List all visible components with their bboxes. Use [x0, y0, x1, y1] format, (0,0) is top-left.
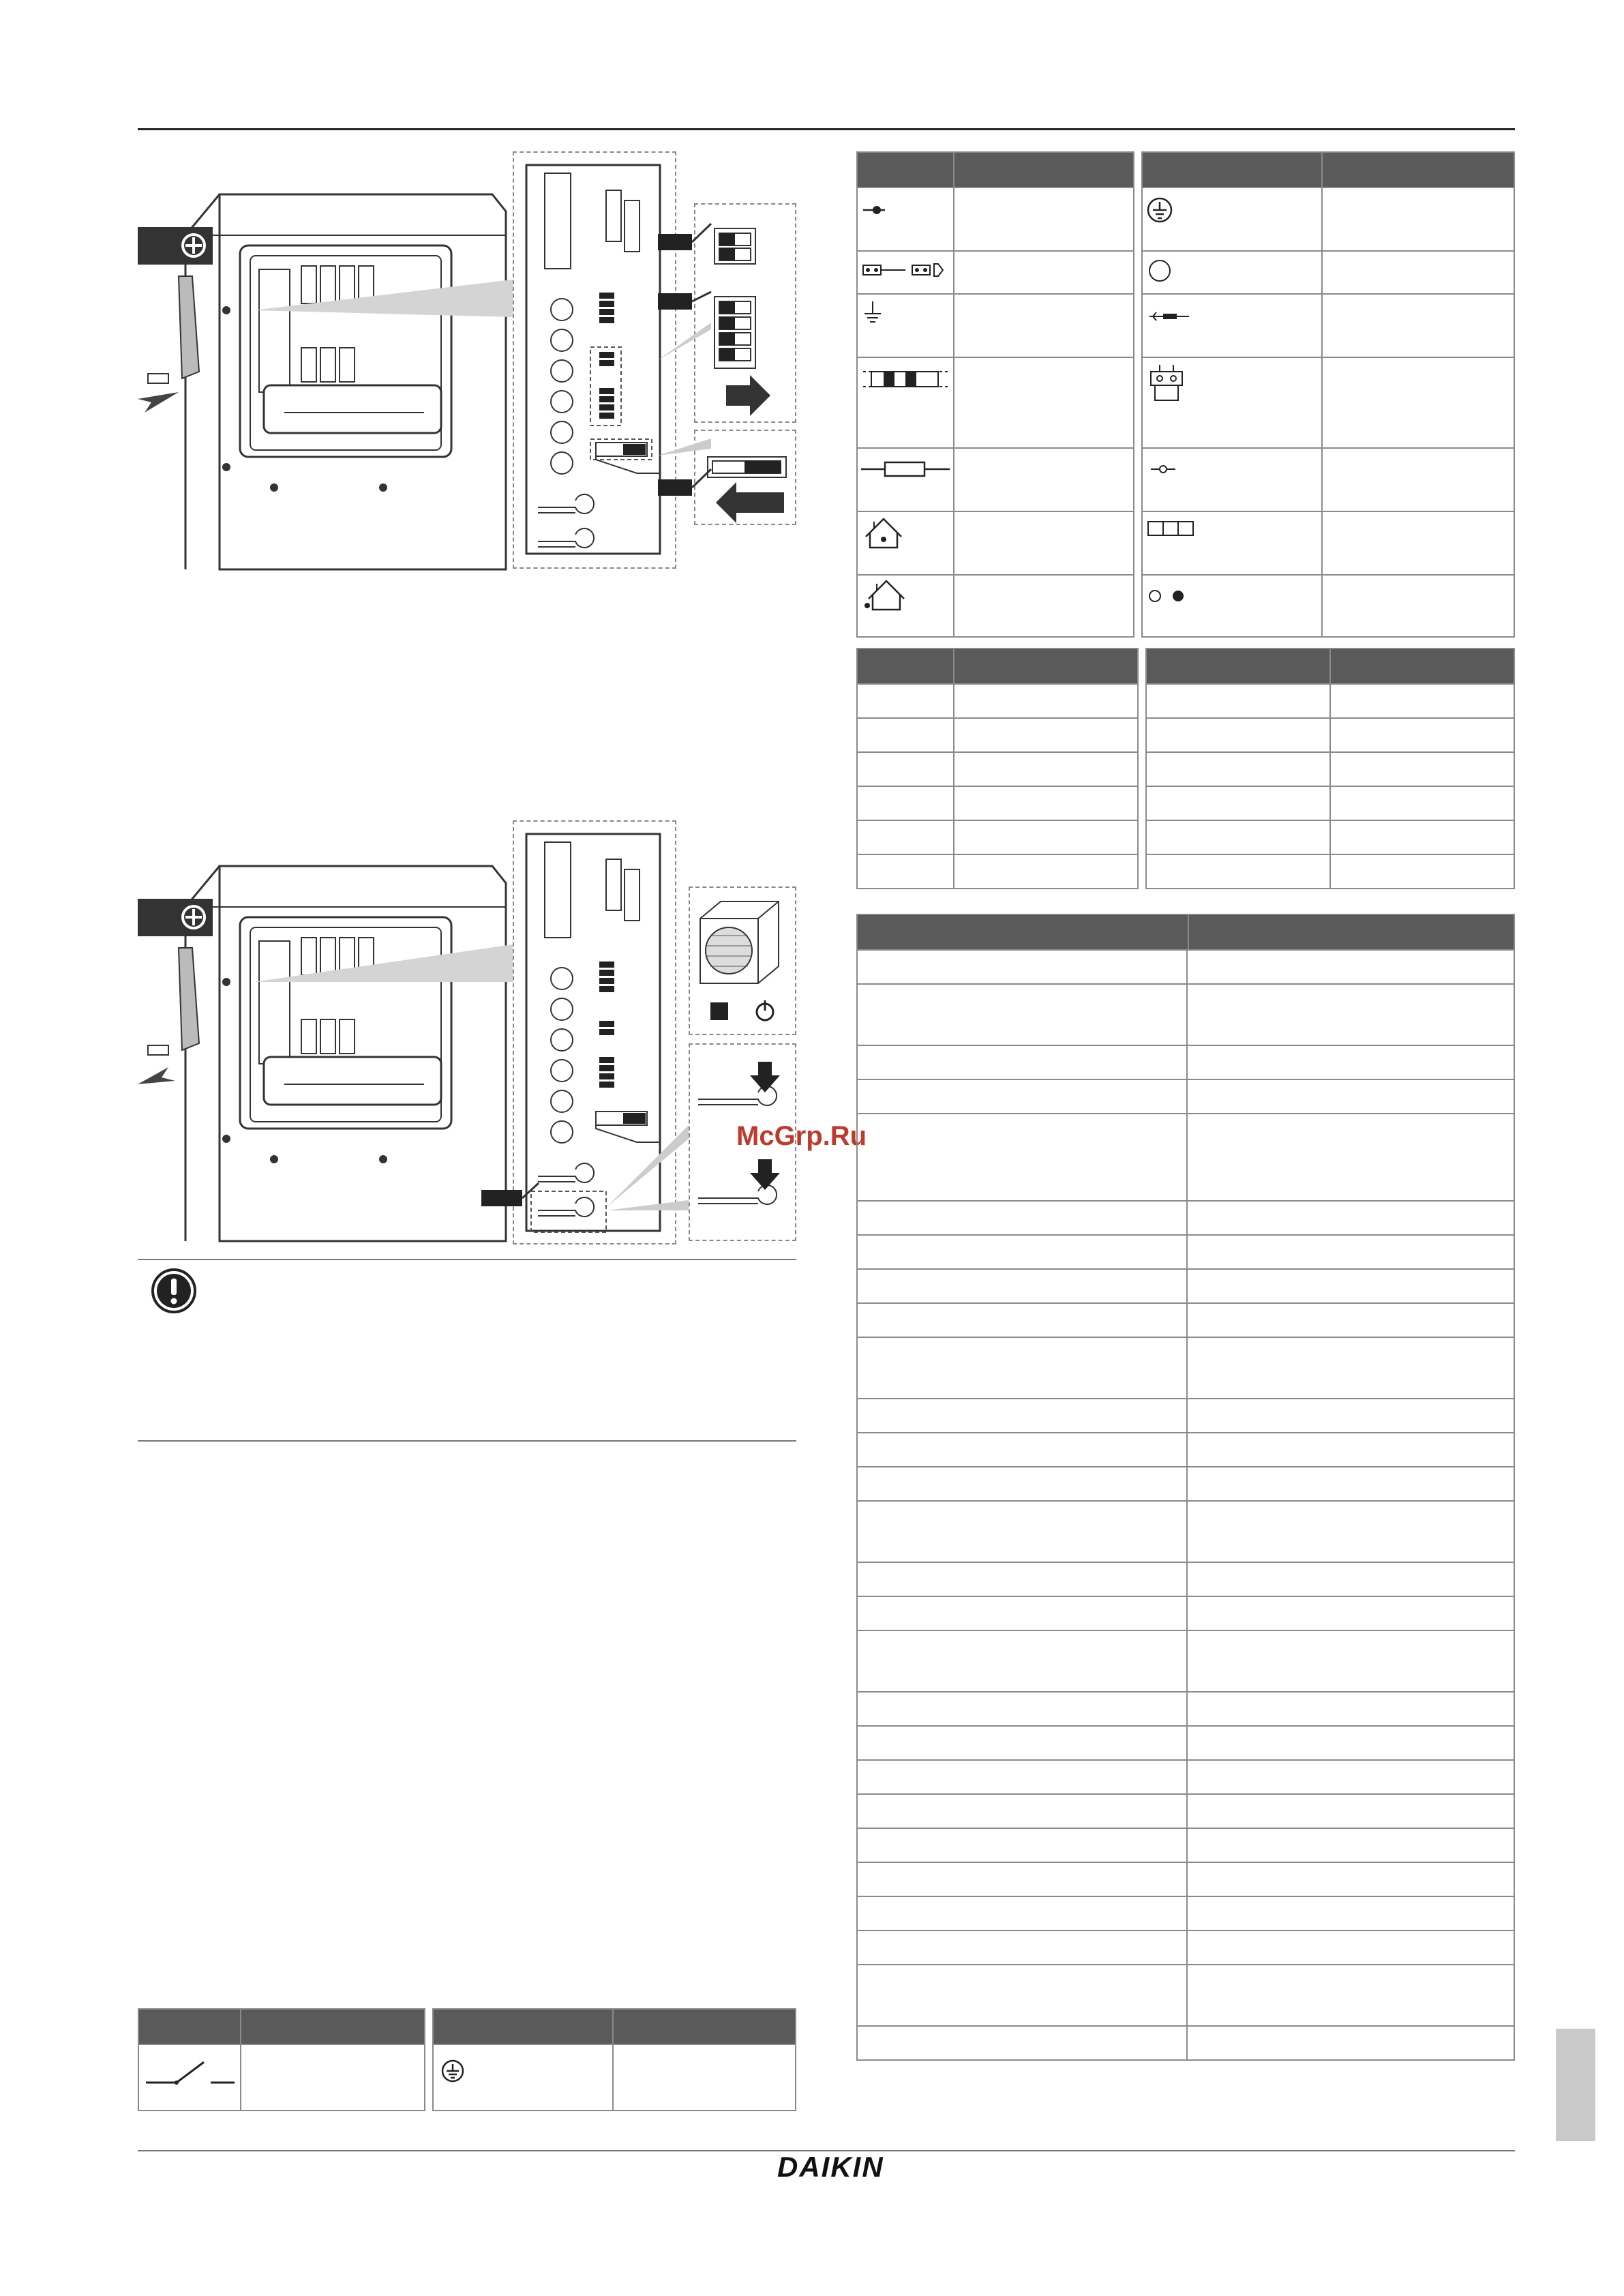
outdoor-unit-detail	[689, 886, 796, 1035]
legend-row	[858, 2025, 1514, 2059]
legend-row	[858, 1725, 1514, 1759]
legend-row	[858, 1045, 1514, 1079]
legend-row	[858, 1828, 1514, 1862]
legend-row	[858, 1964, 1514, 2025]
optional-wiring-symbol-icon	[857, 357, 954, 448]
legend-row	[858, 949, 1514, 983]
earth-symbol-icon	[857, 294, 954, 357]
terminal-circle-symbol-icon	[1142, 251, 1322, 294]
terminal-strip-symbol-icon	[1142, 511, 1322, 575]
legend-row	[858, 1596, 1514, 1630]
protective-earth-symbol-icon	[1142, 188, 1322, 251]
header-rule	[138, 128, 1515, 130]
legend-row	[858, 1268, 1514, 1302]
protective-earth-symbol-icon	[433, 2044, 613, 2111]
connection-dot-symbol-icon	[857, 188, 954, 251]
power-icon	[750, 999, 775, 1024]
legend-row	[858, 1200, 1514, 1234]
legend-row	[858, 983, 1514, 1045]
symbol-table-small	[138, 2008, 796, 2111]
legend-row	[858, 1466, 1514, 1500]
pcb-inset-1	[513, 151, 676, 569]
legend-row	[858, 1562, 1514, 1596]
notice-rule-bottom	[138, 1440, 796, 1442]
relay-symbol-icon	[1142, 357, 1322, 448]
legend-row	[858, 1234, 1514, 1268]
connector-symbol-icon	[857, 251, 954, 294]
callout-connector-1	[658, 203, 712, 517]
legend-row	[858, 1337, 1514, 1398]
legend-row	[858, 1398, 1514, 1432]
legend-row	[858, 1759, 1514, 1793]
install-arrow-icon	[145, 1067, 185, 1094]
colour-table	[856, 648, 1515, 889]
switch-symbol-icon	[138, 2044, 241, 2111]
connection-symbol-icon	[1142, 448, 1322, 511]
symbol-table-large	[856, 151, 1515, 638]
legend-row	[858, 1691, 1514, 1725]
legend-row	[858, 1500, 1514, 1562]
legend-row	[858, 1630, 1514, 1691]
legend-row	[858, 1079, 1514, 1113]
brand-logo: DAIKIN	[777, 2151, 884, 2183]
outdoor-unit-symbol-icon	[857, 575, 954, 637]
legend-row	[858, 1302, 1514, 1337]
exclamation-icon	[150, 1267, 198, 1315]
fuse-symbol-icon	[857, 448, 954, 511]
removal-arrow-icon	[145, 392, 185, 419]
legend-row	[858, 1793, 1514, 1828]
legend-row	[858, 1896, 1514, 1930]
chapter-tab	[1556, 2029, 1595, 2141]
legend-row	[858, 1930, 1514, 1964]
connector-pin-symbol-icon	[1142, 294, 1322, 357]
screwdriver-icon	[138, 227, 213, 265]
watermark: McGrp.Ru	[736, 1121, 867, 1151]
notice-rule-top	[138, 1259, 796, 1260]
led-symbols-icon	[1142, 575, 1322, 637]
legend-table	[856, 914, 1515, 2061]
legend-row	[858, 1862, 1514, 1896]
legend-row	[858, 1113, 1514, 1200]
legend-row	[858, 1432, 1514, 1466]
indoor-unit-symbol-icon	[857, 511, 954, 575]
callout-connector-2	[477, 1064, 695, 1234]
